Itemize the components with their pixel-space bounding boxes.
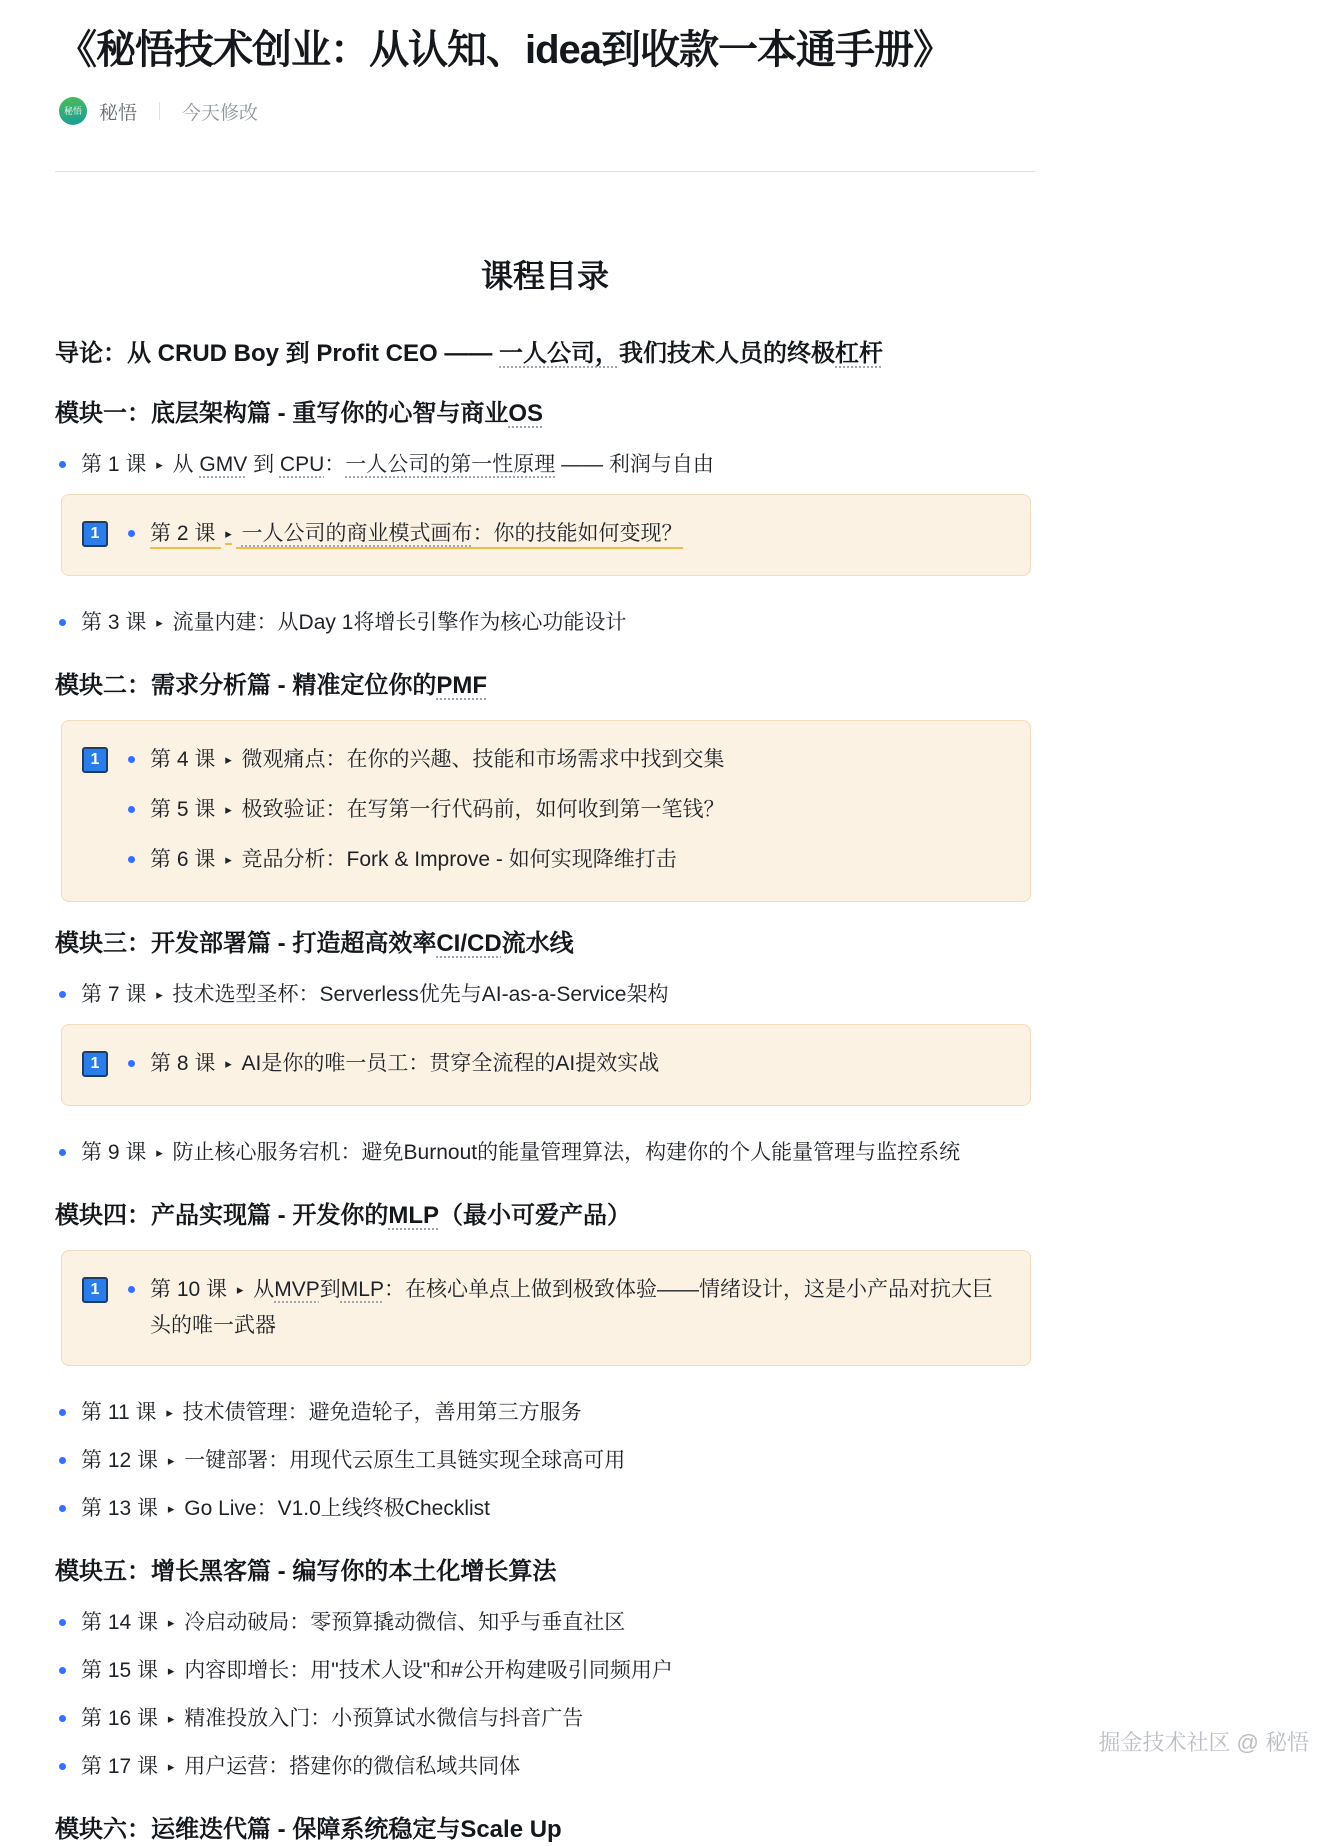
text-segment: 导论：从 CRUD Boy 到 Profit CEO —— xyxy=(55,340,500,367)
text-segment: 冷启动破局：零预算撬动微信、知乎与垂直社区 xyxy=(178,1611,626,1634)
text-segment[interactable]: 第 2 课 xyxy=(150,522,221,549)
document-page xyxy=(55,24,1035,1846)
course-item-text xyxy=(81,448,1035,484)
badge-spacer xyxy=(82,843,124,879)
course-item xyxy=(55,1750,1035,1786)
text-segment: 用户运营：搭建你的微信私域共同体 xyxy=(178,1755,521,1778)
course-item-text xyxy=(81,1654,1035,1690)
text-segment: AI是你的唯一员工：贯穿全流程的AI提效实战 xyxy=(235,1052,660,1075)
course-item-text xyxy=(150,793,1006,829)
separator xyxy=(159,102,160,120)
text-segment: 一键部署：用现代云原生工具链实现全球高可用 xyxy=(178,1449,626,1472)
text-segment: 模块三：开发部署篇 - 打造超高效率 xyxy=(55,930,437,957)
course-item-text xyxy=(81,1444,1035,1480)
text-segment: 第 7 课 xyxy=(81,983,153,1006)
text-segment: 第 1 课 xyxy=(81,453,153,476)
text-segment: （最小可爱产品） xyxy=(439,1202,631,1229)
bullet-icon xyxy=(59,1505,66,1512)
text-segment: 模块二：需求分析篇 - 精准定位你的 xyxy=(55,672,437,699)
course-item xyxy=(55,1492,1035,1528)
intro-heading xyxy=(55,338,1035,370)
text-segment: GMV xyxy=(199,453,248,476)
module-heading xyxy=(55,1200,1035,1232)
bullet-icon xyxy=(59,619,66,626)
bullet-icon xyxy=(128,1286,135,1293)
text-segment: 一人公司， xyxy=(499,340,620,367)
bullet-icon xyxy=(59,991,66,998)
text-segment: ：在核心单点上做到极致体验——情绪设计，这是小产品对抗大巨头的唯一武器 xyxy=(150,1278,993,1337)
triangle-marker-icon: ▸ xyxy=(166,1405,173,1420)
comment-count-badge[interactable]: 1 xyxy=(82,521,108,547)
text-segment: CPU xyxy=(279,453,325,476)
comment-count-badge[interactable]: 1 xyxy=(82,747,108,773)
course-item-text xyxy=(81,1750,1035,1786)
avatar-text: 秘悟 xyxy=(63,105,82,116)
text-segment: 竞品分析：Fork & Improve - 如何实现降维打击 xyxy=(235,848,677,871)
text-segment[interactable] xyxy=(236,522,242,549)
bullet-icon xyxy=(128,530,135,537)
text-segment: MLP xyxy=(340,1278,384,1301)
course-item xyxy=(55,1396,1035,1432)
highlight-box xyxy=(61,1250,1031,1366)
course-item xyxy=(82,743,1006,779)
module-heading xyxy=(55,670,1035,702)
course-item xyxy=(55,448,1035,484)
triangle-marker-icon: ▸ xyxy=(167,1501,175,1516)
bullet-icon xyxy=(59,1409,66,1416)
text-segment: 第 16 课 xyxy=(81,1707,164,1730)
triangle-marker-icon: ▸ xyxy=(167,1663,175,1678)
triangle-marker-icon: ▸ xyxy=(225,802,232,817)
text-segment: MLP xyxy=(388,1202,439,1229)
course-item xyxy=(55,1702,1035,1738)
triangle-marker-icon: ▸ xyxy=(225,752,232,767)
course-item xyxy=(82,843,1006,879)
course-item-text xyxy=(150,743,1006,779)
text-segment: 第 15 课 xyxy=(81,1659,164,1682)
triangle-marker-icon: ▸ xyxy=(167,1453,175,1468)
bullet-icon xyxy=(59,461,66,468)
text-segment: 到 xyxy=(247,453,280,476)
text-segment: 模块六：运维迭代篇 - 保障系统稳定与Scale Up xyxy=(55,1816,562,1843)
triangle-marker-icon: ▸ xyxy=(156,987,163,1002)
bullet-icon xyxy=(128,1060,135,1067)
module-heading xyxy=(55,398,1035,430)
text-segment: 模块四：产品实现篇 - 开发你的 xyxy=(55,1202,389,1229)
highlight-box xyxy=(61,720,1031,902)
text-segment: 内容即增长：用"技术人设"和#公开构建吸引同频用户 xyxy=(178,1659,673,1682)
course-item-text xyxy=(81,606,1035,642)
text-segment: 我们技术人员的终极 xyxy=(619,340,836,367)
modified-time: 今天修改 xyxy=(182,102,259,124)
bullet-icon xyxy=(128,856,135,863)
bullet-icon xyxy=(59,1667,66,1674)
text-segment: 第 5 课 xyxy=(150,798,222,821)
course-item xyxy=(55,1136,1035,1172)
triangle-marker-icon: ▸ xyxy=(225,1056,232,1071)
triangle-marker-icon: ▸ xyxy=(156,1145,163,1160)
highlight-box xyxy=(61,494,1031,576)
course-item xyxy=(82,1047,1006,1083)
text-segment[interactable]: ：你的技能如何变现？ xyxy=(473,522,683,549)
watermark: 掘金技术社区 @ 秘悟 xyxy=(1098,1730,1309,1755)
text-segment: PMF xyxy=(436,672,487,699)
text-segment: 极致验证：在写第一行代码前，如何收到第一笔钱？ xyxy=(235,798,725,821)
module-heading xyxy=(55,1556,1035,1588)
author-name[interactable]: 秘悟 xyxy=(99,102,138,124)
text-segment: 流量内建：从Day 1将增长引擎作为核心功能设计 xyxy=(166,611,627,634)
text-segment: MVP xyxy=(274,1278,320,1301)
triangle-marker-icon: ▸ xyxy=(156,615,163,630)
triangle-marker-icon: ▸ xyxy=(225,852,232,867)
text-segment[interactable]: 一人公司的商业模式画布 xyxy=(242,522,473,549)
course-item-text xyxy=(81,1492,1035,1528)
course-item xyxy=(55,606,1035,642)
text-segment: 第 3 课 xyxy=(81,611,153,634)
text-segment: 模块一：底层架构篇 - 重写你的心智与商业 xyxy=(55,400,509,427)
page-title: 《秘悟技术创业：从认知、idea到收款一本通手册》 xyxy=(57,28,953,72)
module-heading xyxy=(55,928,1035,960)
course-item-text xyxy=(81,1396,1035,1432)
text-segment: 第 10 课 xyxy=(150,1278,233,1301)
text-segment: 流水线 xyxy=(501,930,574,957)
text-segment: 一人公司的第一性原理 xyxy=(345,453,556,476)
course-item xyxy=(55,1606,1035,1642)
comment-count-badge[interactable]: 1 xyxy=(82,1277,108,1303)
text-segment: 第 9 课 xyxy=(81,1141,153,1164)
divider xyxy=(55,171,1035,172)
avatar[interactable] xyxy=(59,97,87,125)
bullet-icon xyxy=(59,1149,66,1156)
course-outline xyxy=(55,296,1035,1846)
triangle-marker-icon: ▸ xyxy=(236,1282,244,1297)
course-item-text xyxy=(81,1702,1035,1738)
text-segment: 技术债管理：避免造轮子，善用第三方服务 xyxy=(176,1401,582,1424)
course-item-text xyxy=(150,1047,1006,1083)
text-segment: 第 17 课 xyxy=(81,1755,164,1778)
text-segment: 第 8 课 xyxy=(150,1052,222,1075)
text-segment: 第 12 课 xyxy=(81,1449,164,1472)
triangle-marker-icon[interactable]: ▸ xyxy=(225,526,232,545)
text-segment: 第 6 课 xyxy=(150,848,222,871)
course-item-text xyxy=(81,1606,1035,1642)
course-item xyxy=(55,978,1035,1014)
comment-count-badge[interactable]: 1 xyxy=(82,1051,108,1077)
toc-heading: 课程目录 xyxy=(480,258,609,294)
course-item-link[interactable] xyxy=(150,517,1006,553)
bullet-icon xyxy=(59,1763,66,1770)
course-item-text xyxy=(150,843,1006,879)
badge-spacer xyxy=(82,793,124,829)
text-segment: 精准投放入门：小预算试水微信与抖音广告 xyxy=(178,1707,584,1730)
text-segment: 杠杆 xyxy=(835,340,884,367)
bullet-icon xyxy=(128,756,135,763)
text-segment: 技术选型圣杯：Serverless优先与AI-as-a-Service架构 xyxy=(166,983,669,1006)
text-segment: 到 xyxy=(319,1278,341,1301)
text-segment: ： xyxy=(324,453,346,476)
course-item xyxy=(82,793,1006,829)
highlight-box xyxy=(61,1024,1031,1106)
text-segment: —— 利润与自由 xyxy=(555,453,714,476)
text-segment: 微观痛点：在你的兴趣、技能和市场需求中找到交集 xyxy=(235,748,725,771)
bullet-icon xyxy=(59,1619,66,1626)
doc-meta xyxy=(59,96,1035,126)
course-item xyxy=(82,517,1006,553)
text-segment: CI/CD xyxy=(436,930,502,957)
triangle-marker-icon: ▸ xyxy=(156,457,163,472)
text-segment: Go Live：V1.0上线终极Checklist xyxy=(178,1497,491,1520)
text-segment: 从 xyxy=(247,1278,275,1301)
module-heading xyxy=(55,1814,1035,1846)
bullet-icon xyxy=(128,806,135,813)
bullet-icon xyxy=(59,1457,66,1464)
text-segment: 第 14 课 xyxy=(81,1611,164,1634)
course-item-text xyxy=(81,978,1035,1014)
triangle-marker-icon: ▸ xyxy=(167,1711,175,1726)
text-segment: 第 4 课 xyxy=(150,748,222,771)
text-segment: 第 13 课 xyxy=(81,1497,164,1520)
text-segment: 从 xyxy=(166,453,200,476)
course-item xyxy=(82,1273,1006,1343)
text-segment: 第 11 课 xyxy=(81,1401,163,1424)
course-item xyxy=(55,1654,1035,1690)
text-segment: 模块五：增长黑客篇 - 编写你的本土化增长算法 xyxy=(55,1558,557,1585)
course-item xyxy=(55,1444,1035,1480)
triangle-marker-icon: ▸ xyxy=(167,1759,175,1774)
text-segment: OS xyxy=(508,400,544,427)
course-item-text xyxy=(150,1273,1006,1343)
text-segment: 防止核心服务宕机：避免Burnout的能量管理算法，构建你的个人能量管理与监控系统 xyxy=(166,1141,961,1164)
bullet-icon xyxy=(59,1715,66,1722)
triangle-marker-icon: ▸ xyxy=(167,1615,175,1630)
course-item-text xyxy=(81,1136,1035,1172)
